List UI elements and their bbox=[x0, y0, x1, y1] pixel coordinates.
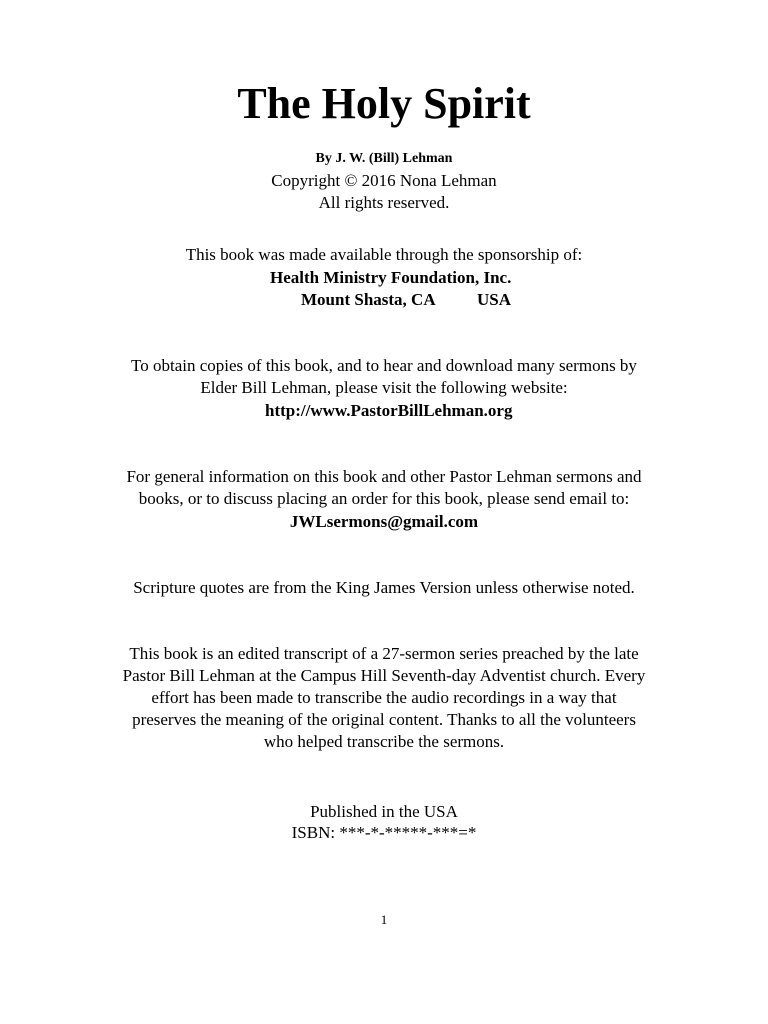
transcript-line-3: effort has been made to transcribe the audio recordings in a way that bbox=[151, 688, 617, 707]
rights-line: All rights reserved. bbox=[318, 193, 450, 212]
sponsor-city: Mount Shasta, CA bbox=[301, 290, 436, 309]
transcript-line-4: preserves the meaning of the original content. Thanks to all the volunteers bbox=[132, 710, 636, 729]
copies-line-2: Elder Bill Lehman, please visit the following website: bbox=[200, 378, 568, 397]
page-number: 1 bbox=[380, 912, 388, 927]
sponsor-country: USA bbox=[477, 290, 512, 309]
transcript-line-2: Pastor Bill Lehman at the Campus Hill Seventh-day Adventist church. Every bbox=[122, 666, 646, 685]
transcript-line-5: who helped transcribe the sermons. bbox=[263, 732, 505, 751]
contact-line-1: For general information on this book and other Pastor Lehman sermons and bbox=[126, 467, 642, 486]
contact-line-2: books, or to discuss placing an order for this book, please send email to: bbox=[138, 489, 630, 508]
website-link[interactable]: http://www.PastorBillLehman.org bbox=[265, 401, 513, 420]
sponsorship-intro: This book was made available through the sponsorship of: bbox=[185, 245, 583, 264]
author-line: By J. W. (Bill) Lehman bbox=[315, 151, 453, 166]
isbn-line: ISBN: ***-*-*****-***=* bbox=[291, 823, 477, 842]
copies-line-1: To obtain copies of this book, and to hear and download many sermons by bbox=[131, 356, 637, 375]
scripture-note: Scripture quotes are from the King James Version unless otherwise noted. bbox=[133, 578, 635, 597]
book-title: The Holy Spirit bbox=[237, 79, 531, 128]
sponsor-organization: Health Ministry Foundation, Inc. bbox=[270, 268, 512, 287]
transcript-line-1: This book is an edited transcript of a 27-sermon series preached by the late bbox=[129, 644, 639, 663]
copyright-line: Copyright © 2016 Nona Lehman bbox=[271, 171, 497, 190]
published-line: Published in the USA bbox=[310, 802, 458, 821]
contact-email-link[interactable]: JWLsermons@gmail.com bbox=[289, 512, 479, 531]
